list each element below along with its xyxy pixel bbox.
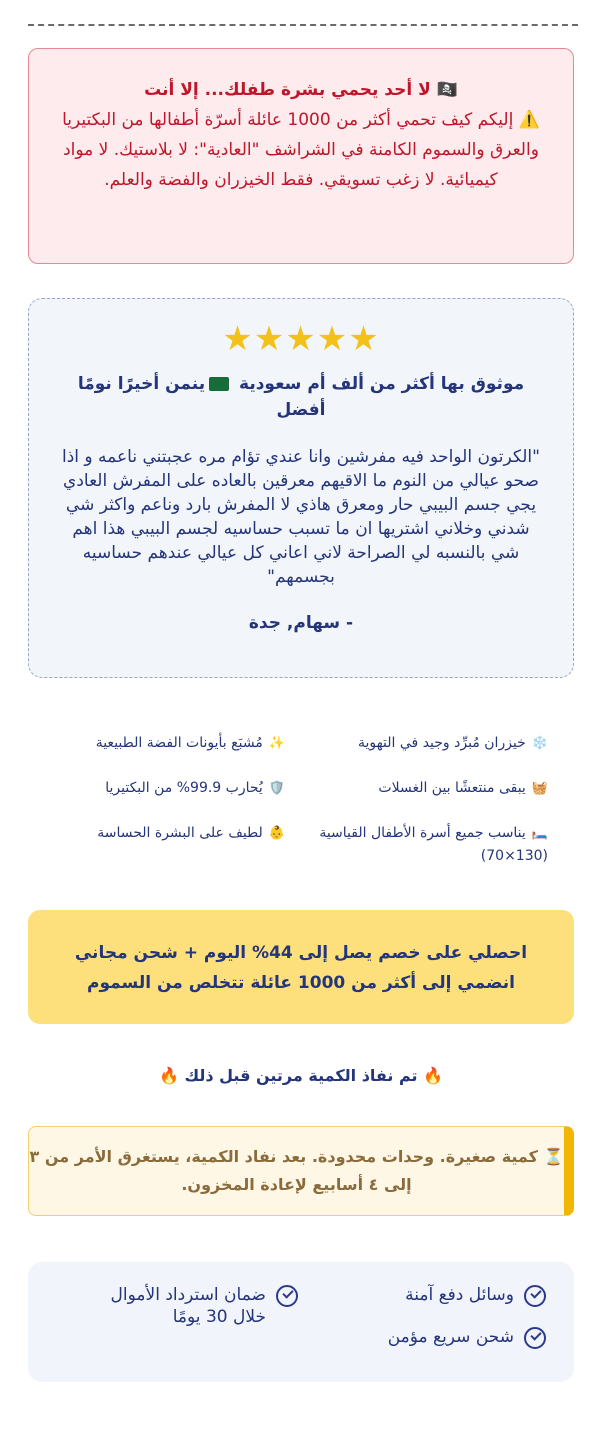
feature-item	[315, 822, 548, 867]
feature-item	[52, 732, 285, 755]
feature-item	[52, 777, 285, 800]
baby-icon: 👶	[268, 826, 285, 841]
guarantee-fast-shipping	[388, 1326, 546, 1349]
sold-out-notice: 🔥 تم نفاذ الكمية مرتين قبل ذلك 🔥	[158, 1066, 444, 1085]
offer-join-line: انضمي إلى أكثر من 1000 عائلة تتخلص من السموم	[87, 973, 515, 993]
feature-text: خيزران مُبرِّد وجيد في التهوية	[357, 735, 526, 751]
feature-text: يبقى منتعشًا بين الغسلات	[378, 780, 526, 796]
basket-icon: 🧺	[531, 781, 548, 796]
trust-text-end: ينمن أخيرًا نومًا أفضل	[77, 374, 326, 420]
warning-text: ⚠️ إليكم كيف تحمي أكثر من 1000 عائلة أسرّة أطفالها من البكتيريا والعرق والسموم الكامنة في الشراشف "العادية": لا بلاستيك. لا مواد كيميائية. لا زغب تسويقي. فقط الخيزران والفضة والعلم.	[62, 110, 540, 190]
feature-text: لطيف على البشرة الحساسة	[97, 825, 263, 841]
feature-text: مُشبَع بأيونات الفضة الطبيعية	[95, 735, 263, 751]
guarantee-secure-payment	[405, 1284, 546, 1307]
stock-notice-text: ⏳ كمية صغيرة. وحدات محدودة. بعد نفاد الكمية، يستغرق الأمر من ٣ إلى ٤ أسابيع لإعادة المخزون.	[29, 1147, 564, 1194]
guarantees-box	[28, 1262, 574, 1382]
warning-box	[28, 48, 574, 264]
feature-text: يُحارب 99.9% من البكتيريا	[105, 780, 263, 796]
check-circle-icon	[276, 1285, 298, 1307]
bed-icon: 🛏️	[531, 826, 548, 841]
sparkles-icon: ✨	[268, 736, 285, 751]
offer-banner[interactable]	[28, 910, 574, 1024]
feature-item	[52, 822, 285, 867]
stock-notice	[28, 1126, 574, 1216]
trust-line	[69, 371, 533, 423]
check-circle-icon	[524, 1285, 546, 1307]
top-divider	[28, 24, 578, 26]
snowflake-icon: ❄️	[531, 736, 548, 751]
feature-text: يناسب جميع أسرة الأطفال القياسية (130×70)	[319, 825, 548, 864]
feature-item	[315, 777, 548, 800]
trust-text-start: موثوق بها أكثر من ألف أم سعودية	[239, 374, 525, 394]
testimonial-quote: "الكرتون الواحد فيه مفرشين وانا عندي تؤام مره عجبتني ناعمه و اذا صحو عيالي من النوم ما الاقيهم معرقين بالعاده على المفرش العادي يجي جسم البيبي حار ومعرق هاذي لا المفرش بارد وناعم واكثر شي شدني وخلاني اشتريها ان ما تسبب حساسيه لجسم البيبي هذا اهم شي بالنسبه لي الصراحة لاني اعاني كل عيالي عندهم حساسيه بجسمهم"	[62, 447, 540, 587]
features-list	[52, 732, 548, 867]
guarantee-label: وسائل دفع آمنة	[405, 1285, 514, 1305]
shield-icon: 🛡️	[268, 781, 285, 796]
offer-discount-line: احصلي على خصم يصل إلى 44% اليوم + شحن مجاني	[74, 943, 528, 963]
rating-stars-icon: ★★★★★	[222, 319, 380, 359]
testimonial-author: - سهام, جدة	[248, 613, 354, 633]
feature-item	[315, 732, 548, 755]
saudi-flag-icon	[209, 377, 229, 391]
guarantee-money-back	[78, 1284, 298, 1328]
guarantee-label: شحن سريع مؤمن	[387, 1327, 514, 1347]
guarantee-label: ضمان استرداد الأموال خلال 30 يومًا	[110, 1285, 266, 1327]
testimonial-card	[28, 298, 574, 678]
warning-title: 🏴‍☠️ لا أحد يحمي بشرة طفلك... إلا أنت	[144, 80, 458, 100]
check-circle-icon	[524, 1327, 546, 1349]
